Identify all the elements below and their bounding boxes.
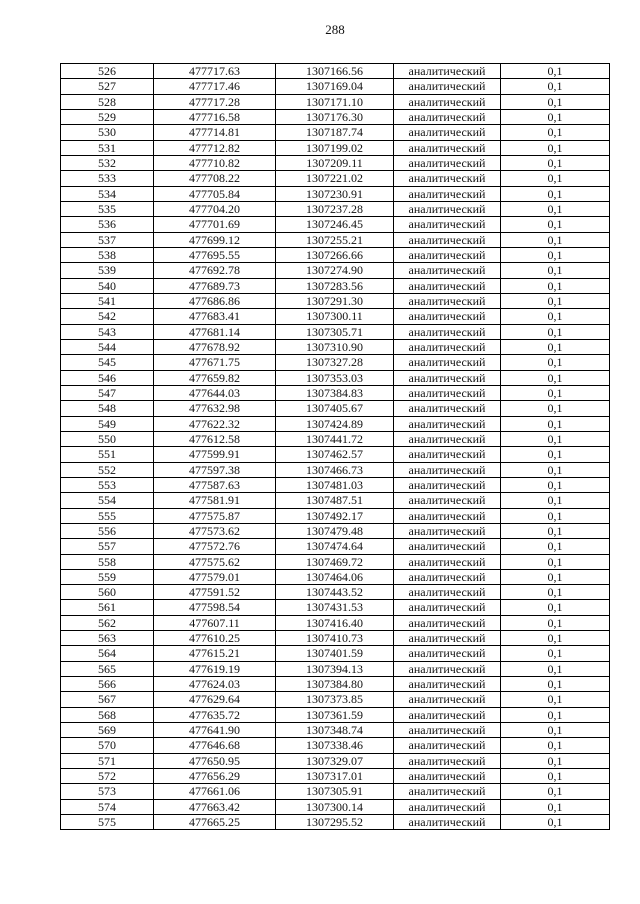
point-number-cell: 568	[61, 708, 154, 723]
method-cell: аналитический	[394, 432, 501, 447]
method-cell: аналитический	[394, 539, 501, 554]
point-number-cell: 560	[61, 585, 154, 600]
x-coordinate-cell: 477704.20	[154, 202, 276, 217]
y-coordinate-cell: 1307416.40	[276, 616, 394, 631]
method-cell: аналитический	[394, 754, 501, 769]
y-coordinate-cell: 1307300.14	[276, 800, 394, 815]
y-coordinate-cell: 1307479.48	[276, 524, 394, 539]
accuracy-cell: 0,1	[501, 692, 610, 707]
y-coordinate-cell: 1307199.02	[276, 141, 394, 156]
method-cell: аналитический	[394, 800, 501, 815]
y-coordinate-cell: 1307291.30	[276, 294, 394, 309]
method-cell: аналитический	[394, 524, 501, 539]
method-cell: аналитический	[394, 110, 501, 125]
y-coordinate-cell: 1307401.59	[276, 646, 394, 661]
x-coordinate-cell: 477624.03	[154, 677, 276, 692]
point-number-cell: 535	[61, 202, 154, 217]
x-coordinate-cell: 477579.01	[154, 570, 276, 585]
accuracy-cell: 0,1	[501, 294, 610, 309]
x-coordinate-cell: 477716.58	[154, 110, 276, 125]
x-coordinate-cell: 477591.52	[154, 585, 276, 600]
y-coordinate-cell: 1307394.13	[276, 662, 394, 677]
y-coordinate-cell: 1307492.17	[276, 509, 394, 524]
x-coordinate-cell: 477695.55	[154, 248, 276, 263]
y-coordinate-cell: 1307237.28	[276, 202, 394, 217]
accuracy-cell: 0,1	[501, 738, 610, 753]
x-coordinate-cell: 477619.19	[154, 662, 276, 677]
x-coordinate-cell: 477641.90	[154, 723, 276, 738]
accuracy-cell: 0,1	[501, 600, 610, 615]
point-number-cell: 528	[61, 95, 154, 110]
x-coordinate-cell: 477689.73	[154, 279, 276, 294]
method-cell: аналитический	[394, 646, 501, 661]
method-cell: аналитический	[394, 401, 501, 416]
accuracy-cell: 0,1	[501, 401, 610, 416]
accuracy-cell: 0,1	[501, 463, 610, 478]
method-cell: аналитический	[394, 463, 501, 478]
accuracy-cell: 0,1	[501, 646, 610, 661]
y-coordinate-cell: 1307209.11	[276, 156, 394, 171]
x-coordinate-cell: 477692.78	[154, 263, 276, 278]
point-number-cell: 545	[61, 355, 154, 370]
x-coordinate-cell: 477632.98	[154, 401, 276, 416]
x-coordinate-cell: 477705.84	[154, 187, 276, 202]
accuracy-cell: 0,1	[501, 248, 610, 263]
point-number-cell: 556	[61, 524, 154, 539]
y-coordinate-cell: 1307230.91	[276, 187, 394, 202]
y-coordinate-cell: 1307255.21	[276, 233, 394, 248]
y-coordinate-cell: 1307310.90	[276, 340, 394, 355]
method-cell: аналитический	[394, 294, 501, 309]
point-number-cell: 536	[61, 217, 154, 232]
y-coordinate-cell: 1307221.02	[276, 171, 394, 186]
x-coordinate-cell: 477629.64	[154, 692, 276, 707]
x-coordinate-cell: 477663.42	[154, 800, 276, 815]
point-number-cell: 541	[61, 294, 154, 309]
accuracy-cell: 0,1	[501, 555, 610, 570]
page-number: 288	[325, 22, 345, 37]
y-coordinate-cell: 1307487.51	[276, 493, 394, 508]
method-cell: аналитический	[394, 662, 501, 677]
method-cell: аналитический	[394, 156, 501, 171]
x-coordinate-cell: 477650.95	[154, 754, 276, 769]
method-cell: аналитический	[394, 738, 501, 753]
point-number-cell: 575	[61, 815, 154, 830]
method-cell: аналитический	[394, 447, 501, 462]
x-coordinate-cell: 477665.25	[154, 815, 276, 830]
accuracy-cell: 0,1	[501, 279, 610, 294]
y-coordinate-cell: 1307300.11	[276, 309, 394, 324]
y-coordinate-cell: 1307431.53	[276, 600, 394, 615]
point-number-cell: 559	[61, 570, 154, 585]
method-cell: аналитический	[394, 493, 501, 508]
accuracy-cell: 0,1	[501, 386, 610, 401]
method-cell: аналитический	[394, 202, 501, 217]
y-coordinate-cell: 1307305.91	[276, 784, 394, 799]
method-cell: аналитический	[394, 263, 501, 278]
y-coordinate-cell: 1307246.45	[276, 217, 394, 232]
x-coordinate-cell: 477622.32	[154, 417, 276, 432]
method-cell: аналитический	[394, 677, 501, 692]
accuracy-cell: 0,1	[501, 141, 610, 156]
accuracy-cell: 0,1	[501, 539, 610, 554]
point-number-cell: 546	[61, 371, 154, 386]
x-coordinate-cell: 477659.82	[154, 371, 276, 386]
method-cell: аналитический	[394, 723, 501, 738]
point-number-cell: 574	[61, 800, 154, 815]
accuracy-cell: 0,1	[501, 340, 610, 355]
x-coordinate-cell: 477717.46	[154, 79, 276, 94]
method-cell: аналитический	[394, 79, 501, 94]
y-coordinate-cell: 1307474.64	[276, 539, 394, 554]
y-coordinate-cell: 1307464.06	[276, 570, 394, 585]
accuracy-cell: 0,1	[501, 631, 610, 646]
method-cell: аналитический	[394, 248, 501, 263]
x-coordinate-cell: 477701.69	[154, 217, 276, 232]
point-number-cell: 551	[61, 447, 154, 462]
point-number-cell: 534	[61, 187, 154, 202]
accuracy-cell: 0,1	[501, 754, 610, 769]
x-coordinate-cell: 477575.62	[154, 555, 276, 570]
y-coordinate-cell: 1307338.46	[276, 738, 394, 753]
method-cell: аналитический	[394, 309, 501, 324]
accuracy-cell: 0,1	[501, 217, 610, 232]
point-number-cell: 552	[61, 463, 154, 478]
y-coordinate-cell: 1307443.52	[276, 585, 394, 600]
point-number-cell: 564	[61, 646, 154, 661]
accuracy-cell: 0,1	[501, 371, 610, 386]
method-cell: аналитический	[394, 769, 501, 784]
y-coordinate-cell: 1307176.30	[276, 110, 394, 125]
method-cell: аналитический	[394, 815, 501, 830]
point-number-cell: 538	[61, 248, 154, 263]
x-coordinate-cell: 477646.68	[154, 738, 276, 753]
accuracy-cell: 0,1	[501, 156, 610, 171]
method-cell: аналитический	[394, 570, 501, 585]
accuracy-cell: 0,1	[501, 493, 610, 508]
accuracy-cell: 0,1	[501, 202, 610, 217]
point-number-cell: 544	[61, 340, 154, 355]
accuracy-cell: 0,1	[501, 79, 610, 94]
accuracy-cell: 0,1	[501, 616, 610, 631]
point-number-cell: 549	[61, 417, 154, 432]
point-number-cell: 531	[61, 141, 154, 156]
method-cell: аналитический	[394, 171, 501, 186]
point-number-cell: 571	[61, 754, 154, 769]
point-number-cell: 562	[61, 616, 154, 631]
y-coordinate-cell: 1307441.72	[276, 432, 394, 447]
method-cell: аналитический	[394, 616, 501, 631]
y-coordinate-cell: 1307410.73	[276, 631, 394, 646]
point-number-cell: 529	[61, 110, 154, 125]
y-coordinate-cell: 1307171.10	[276, 95, 394, 110]
accuracy-cell: 0,1	[501, 800, 610, 815]
x-coordinate-cell: 477644.03	[154, 386, 276, 401]
point-number-cell: 527	[61, 79, 154, 94]
accuracy-cell: 0,1	[501, 509, 610, 524]
x-coordinate-cell: 477683.41	[154, 309, 276, 324]
y-coordinate-cell: 1307384.83	[276, 386, 394, 401]
point-number-cell: 530	[61, 125, 154, 140]
method-cell: аналитический	[394, 217, 501, 232]
point-number-cell: 557	[61, 539, 154, 554]
coordinates-table	[60, 63, 610, 830]
x-coordinate-cell: 477615.21	[154, 646, 276, 661]
point-number-cell: 570	[61, 738, 154, 753]
x-coordinate-cell: 477598.54	[154, 600, 276, 615]
x-coordinate-cell: 477587.63	[154, 478, 276, 493]
point-number-cell: 558	[61, 555, 154, 570]
point-number-cell: 553	[61, 478, 154, 493]
method-cell: аналитический	[394, 555, 501, 570]
point-number-cell: 542	[61, 309, 154, 324]
accuracy-cell: 0,1	[501, 233, 610, 248]
method-cell: аналитический	[394, 279, 501, 294]
x-coordinate-cell: 477597.38	[154, 463, 276, 478]
y-coordinate-cell: 1307424.89	[276, 417, 394, 432]
method-cell: аналитический	[394, 325, 501, 340]
method-cell: аналитический	[394, 125, 501, 140]
accuracy-cell: 0,1	[501, 677, 610, 692]
accuracy-cell: 0,1	[501, 432, 610, 447]
x-coordinate-cell: 477599.91	[154, 447, 276, 462]
y-coordinate-cell: 1307305.71	[276, 325, 394, 340]
x-coordinate-cell: 477612.58	[154, 432, 276, 447]
point-number-cell: 569	[61, 723, 154, 738]
method-cell: аналитический	[394, 386, 501, 401]
x-coordinate-cell: 477686.86	[154, 294, 276, 309]
method-cell: аналитический	[394, 64, 501, 79]
method-cell: аналитический	[394, 371, 501, 386]
x-coordinate-cell: 477656.29	[154, 769, 276, 784]
point-number-cell: 572	[61, 769, 154, 784]
accuracy-cell: 0,1	[501, 309, 610, 324]
y-coordinate-cell: 1307462.57	[276, 447, 394, 462]
accuracy-cell: 0,1	[501, 662, 610, 677]
x-coordinate-cell: 477661.06	[154, 784, 276, 799]
method-cell: аналитический	[394, 355, 501, 370]
y-coordinate-cell: 1307283.56	[276, 279, 394, 294]
x-coordinate-cell: 477712.82	[154, 141, 276, 156]
y-coordinate-cell: 1307384.80	[276, 677, 394, 692]
method-cell: аналитический	[394, 585, 501, 600]
accuracy-cell: 0,1	[501, 447, 610, 462]
accuracy-cell: 0,1	[501, 417, 610, 432]
accuracy-cell: 0,1	[501, 325, 610, 340]
point-number-cell: 561	[61, 600, 154, 615]
x-coordinate-cell: 477681.14	[154, 325, 276, 340]
x-coordinate-cell: 477714.81	[154, 125, 276, 140]
point-number-cell: 540	[61, 279, 154, 294]
accuracy-cell: 0,1	[501, 110, 610, 125]
accuracy-cell: 0,1	[501, 708, 610, 723]
x-coordinate-cell: 477610.25	[154, 631, 276, 646]
y-coordinate-cell: 1307348.74	[276, 723, 394, 738]
method-cell: аналитический	[394, 784, 501, 799]
y-coordinate-cell: 1307353.03	[276, 371, 394, 386]
point-number-cell: 555	[61, 509, 154, 524]
accuracy-cell: 0,1	[501, 570, 610, 585]
x-coordinate-cell: 477575.87	[154, 509, 276, 524]
method-cell: аналитический	[394, 509, 501, 524]
method-cell: аналитический	[394, 631, 501, 646]
y-coordinate-cell: 1307361.59	[276, 708, 394, 723]
accuracy-cell: 0,1	[501, 355, 610, 370]
point-number-cell: 543	[61, 325, 154, 340]
accuracy-cell: 0,1	[501, 769, 610, 784]
y-coordinate-cell: 1307469.72	[276, 555, 394, 570]
method-cell: аналитический	[394, 187, 501, 202]
x-coordinate-cell: 477581.91	[154, 493, 276, 508]
x-coordinate-cell: 477717.28	[154, 95, 276, 110]
point-number-cell: 563	[61, 631, 154, 646]
x-coordinate-cell: 477573.62	[154, 524, 276, 539]
point-number-cell: 537	[61, 233, 154, 248]
accuracy-cell: 0,1	[501, 64, 610, 79]
point-number-cell: 532	[61, 156, 154, 171]
point-number-cell: 567	[61, 692, 154, 707]
point-number-cell: 550	[61, 432, 154, 447]
y-coordinate-cell: 1307329.07	[276, 754, 394, 769]
x-coordinate-cell: 477572.76	[154, 539, 276, 554]
point-number-cell: 554	[61, 493, 154, 508]
accuracy-cell: 0,1	[501, 187, 610, 202]
y-coordinate-cell: 1307274.90	[276, 263, 394, 278]
point-number-cell: 539	[61, 263, 154, 278]
accuracy-cell: 0,1	[501, 585, 610, 600]
accuracy-cell: 0,1	[501, 478, 610, 493]
method-cell: аналитический	[394, 692, 501, 707]
point-number-cell: 565	[61, 662, 154, 677]
x-coordinate-cell: 477635.72	[154, 708, 276, 723]
accuracy-cell: 0,1	[501, 95, 610, 110]
y-coordinate-cell: 1307466.73	[276, 463, 394, 478]
method-cell: аналитический	[394, 600, 501, 615]
method-cell: аналитический	[394, 478, 501, 493]
accuracy-cell: 0,1	[501, 815, 610, 830]
y-coordinate-cell: 1307327.28	[276, 355, 394, 370]
y-coordinate-cell: 1307295.52	[276, 815, 394, 830]
x-coordinate-cell: 477710.82	[154, 156, 276, 171]
accuracy-cell: 0,1	[501, 263, 610, 278]
x-coordinate-cell: 477607.11	[154, 616, 276, 631]
y-coordinate-cell: 1307317.01	[276, 769, 394, 784]
method-cell: аналитический	[394, 708, 501, 723]
accuracy-cell: 0,1	[501, 125, 610, 140]
x-coordinate-cell: 477671.75	[154, 355, 276, 370]
y-coordinate-cell: 1307405.67	[276, 401, 394, 416]
point-number-cell: 533	[61, 171, 154, 186]
y-coordinate-cell: 1307166.56	[276, 64, 394, 79]
point-number-cell: 526	[61, 64, 154, 79]
x-coordinate-cell: 477708.22	[154, 171, 276, 186]
y-coordinate-cell: 1307266.66	[276, 248, 394, 263]
x-coordinate-cell: 477678.92	[154, 340, 276, 355]
point-number-cell: 548	[61, 401, 154, 416]
accuracy-cell: 0,1	[501, 784, 610, 799]
point-number-cell: 573	[61, 784, 154, 799]
method-cell: аналитический	[394, 233, 501, 248]
method-cell: аналитический	[394, 340, 501, 355]
accuracy-cell: 0,1	[501, 524, 610, 539]
point-number-cell: 566	[61, 677, 154, 692]
y-coordinate-cell: 1307169.04	[276, 79, 394, 94]
accuracy-cell: 0,1	[501, 723, 610, 738]
y-coordinate-cell: 1307481.03	[276, 478, 394, 493]
y-coordinate-cell: 1307187.74	[276, 125, 394, 140]
method-cell: аналитический	[394, 95, 501, 110]
method-cell: аналитический	[394, 141, 501, 156]
y-coordinate-cell: 1307373.85	[276, 692, 394, 707]
x-coordinate-cell: 477717.63	[154, 64, 276, 79]
method-cell: аналитический	[394, 417, 501, 432]
x-coordinate-cell: 477699.12	[154, 233, 276, 248]
accuracy-cell: 0,1	[501, 171, 610, 186]
point-number-cell: 547	[61, 386, 154, 401]
